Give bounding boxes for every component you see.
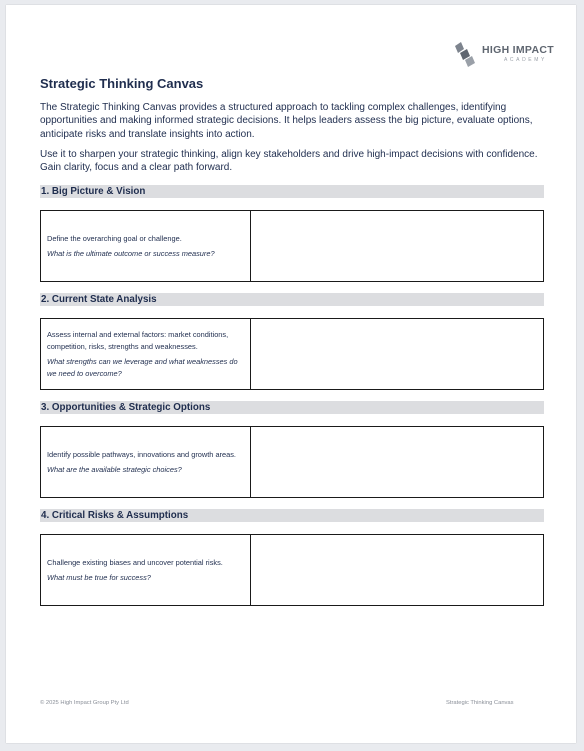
section-question: What must be true for success? [47,573,151,582]
section-question: What is the ultimate outcome or success measure? [47,249,215,258]
canvas-box [40,534,544,606]
section-heading: 1. Big Picture & Vision [40,185,544,198]
brand-name: HIGH IMPACT [482,44,554,56]
canvas-box [40,426,544,498]
answer-area[interactable] [251,211,543,281]
section-prompt: Challenge existing biases and uncover potential risks. [47,557,223,567]
canvas-box [40,210,544,282]
section-prompt: Assess internal and external factors: market conditions, competition, risks, strengths and weaknesses. [47,330,229,351]
section-question: What are the available strategic choices? [47,465,182,474]
brand-logo [452,41,554,67]
answer-area[interactable] [251,535,543,605]
prompt-cell [41,427,251,497]
prompt-cell [41,535,251,605]
prompt-cell [41,319,251,389]
section-prompt: Define the overarching goal or challenge. [47,233,182,243]
footer-copyright: © 2025 High Impact Group Pty Ltd [40,700,129,706]
answer-area[interactable] [251,427,543,497]
section-prompt: Identify possible pathways, innovations and growth areas. [47,449,236,459]
intro-paragraph: The Strategic Thinking Canvas provides a structured approach to tackling complex challenges, identifying opportunities and making informed strategic decisions. It helps leaders assess the big picture, evaluate options, anticipate risks and translate insights into action. [40,102,533,140]
document-title: Strategic Thinking Canvas [40,76,204,91]
document-page [6,5,576,743]
section-heading: 2. Current State Analysis [40,293,544,306]
canvas-box [40,318,544,390]
stacked-parallelograms-icon [452,41,478,67]
prompt-cell [41,211,251,281]
brand-subtitle: ACADEMY [504,57,547,63]
intro-paragraph: Use it to sharpen your strategic thinking, align key stakeholders and drive high-impact decisions with confidence. Gain clarity, focus and a clear path forward. [40,149,538,174]
section-heading: 4. Critical Risks & Assumptions [40,509,544,522]
section-question: What strengths can we leverage and what weaknesses do we need to overcome? [47,357,238,378]
footer-doc-title: Strategic Thinking Canvas [446,700,514,706]
section-heading: 3. Opportunities & Strategic Options [40,401,544,414]
answer-area[interactable] [251,319,543,389]
